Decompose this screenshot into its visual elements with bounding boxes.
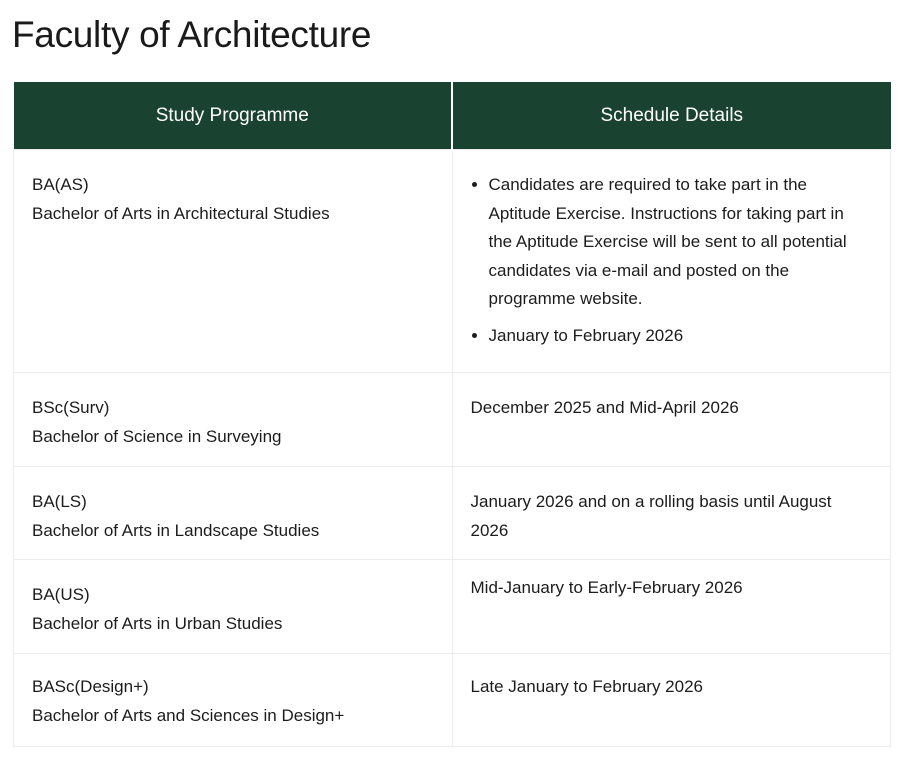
schedule-cell (452, 150, 891, 373)
programme-code: BASc(Design+) (32, 677, 149, 696)
programme-cell (14, 150, 453, 373)
schedule-cell: Late January to February 2026 (452, 654, 891, 747)
table-header-row (14, 82, 891, 150)
programme-cell (14, 560, 453, 654)
schedule-cell: Mid-January to Early-February 2026 (452, 560, 891, 654)
programme-name: Bachelor of Arts and Sciences in Design+ (32, 705, 345, 725)
table-row (14, 150, 891, 373)
table-row (14, 560, 891, 654)
programme-name: Bachelor of Arts in Architectural Studies (32, 203, 330, 223)
header-schedule-details: Schedule Details (452, 82, 891, 150)
schedule-list-item: • Candidates are required to take part in the Aptitude Exercise. Instructions for taking part in the Aptitude Exercise will be sent to all potential candidates via e-mail and posted on the programme website. (489, 171, 873, 314)
programme-cell (14, 373, 453, 467)
schedule-list-item: • January to February 2026 (489, 322, 873, 351)
programme-name: Bachelor of Arts in Landscape Studies (32, 520, 320, 540)
schedule-cell: December 2025 and Mid-April 2026 (452, 373, 891, 467)
programme-code: BSc(Surv) (32, 398, 110, 417)
table-row (14, 373, 891, 467)
programme-name: Bachelor of Science in Surveying (32, 426, 282, 446)
schedule-list (471, 171, 873, 350)
header-study-programme: Study Programme (14, 82, 453, 150)
table-row (14, 467, 891, 560)
schedule-cell: January 2026 and on a rolling basis until August 2026 (452, 467, 891, 560)
programme-name: Bachelor of Arts in Urban Studies (32, 613, 283, 633)
programme-code: BA(AS) (32, 175, 89, 194)
programme-cell (14, 654, 453, 747)
programme-code: BA(US) (32, 585, 90, 604)
page-title: Faculty of Architecture (12, 14, 372, 55)
table-row (14, 654, 891, 747)
programme-schedule-table (13, 82, 891, 747)
programme-cell (14, 467, 453, 560)
programme-code: BA(LS) (32, 492, 87, 511)
